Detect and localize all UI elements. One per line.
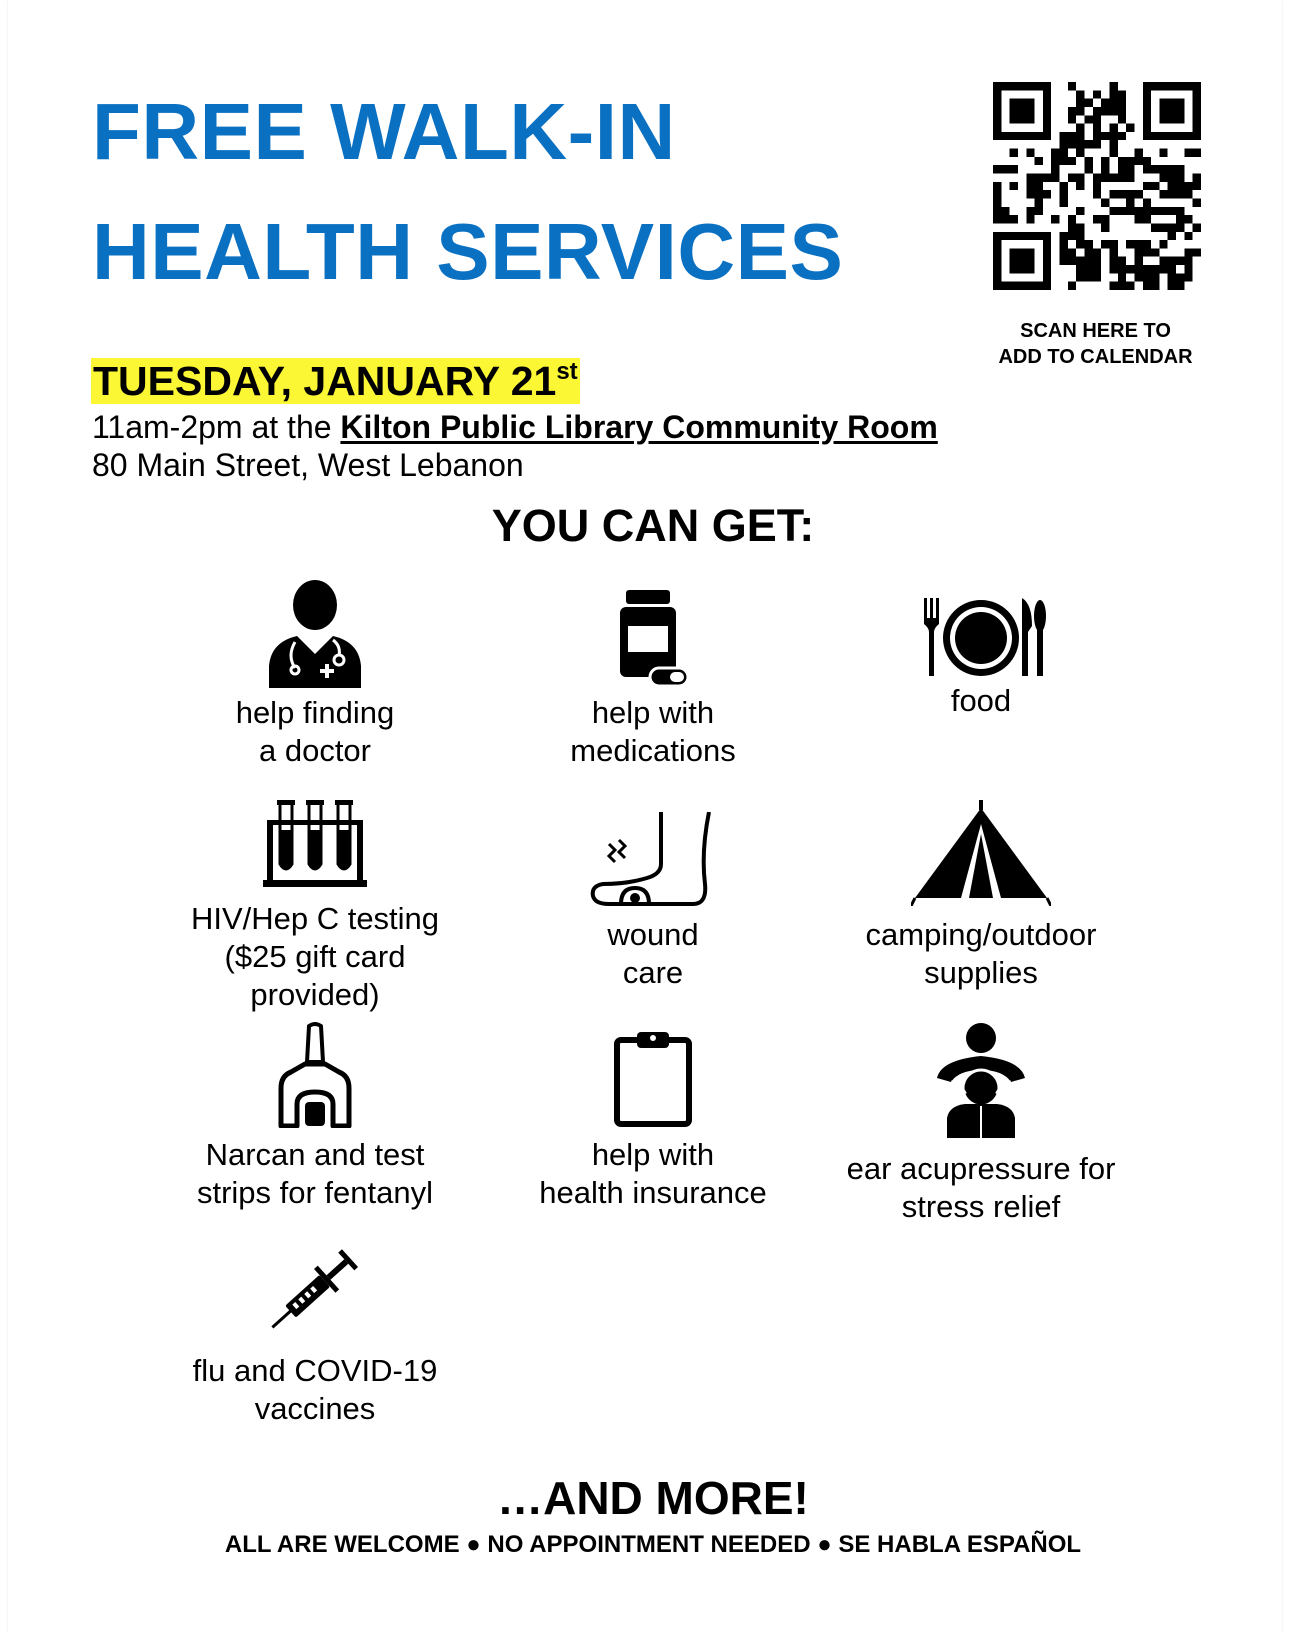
service-wound [488, 812, 818, 992]
service-insurance [488, 1030, 818, 1212]
event-date [91, 358, 580, 404]
service-narcan [150, 1022, 480, 1212]
services-heading: YOU CAN GET: [491, 500, 815, 551]
qr-caption-line-2: ADD TO CALENDAR [998, 346, 1193, 368]
service-narcan-line-2: strips for fentanyl [196, 1175, 434, 1210]
acupressure-icon [931, 1022, 1031, 1140]
service-medications [488, 590, 818, 770]
service-vaccines [150, 1244, 480, 1428]
service-testing-line-2: ($25 gift card [224, 939, 406, 974]
service-food-line-1: food [950, 683, 1012, 718]
service-doctor [150, 580, 480, 770]
event-venue-link[interactable]: Kilton Public Library Community Room [340, 409, 938, 445]
qr-caption-line-1: SCAN HERE TO [1020, 320, 1171, 342]
event-time: 11am-2pm at the [92, 409, 341, 445]
service-food [816, 598, 1146, 720]
service-vaccines-line-1: flu and COVID-19 [192, 1353, 438, 1388]
service-acupressure-line-2: stress relief [901, 1189, 1061, 1224]
and-more-heading: …AND MORE! [497, 1472, 809, 1524]
syringe-icon [265, 1244, 365, 1338]
service-acupressure [816, 1022, 1146, 1226]
qr-caption [968, 318, 1223, 370]
service-camping-line-1: camping/outdoor [865, 917, 1097, 952]
event-time-location [92, 408, 938, 446]
service-medications-line-1: help with [591, 695, 715, 730]
service-acupressure-line-1: ear acupressure for [846, 1151, 1116, 1186]
qr-code-icon[interactable] [993, 82, 1201, 290]
event-date-suffix: st [556, 358, 578, 385]
service-doctor-line-2: a doctor [258, 733, 371, 768]
clipboard-icon [613, 1030, 693, 1128]
service-vaccines-line-2: vaccines [254, 1391, 376, 1426]
foot-wound-icon [589, 812, 717, 908]
service-wound-line-2: care [622, 955, 684, 990]
service-wound-line-1: wound [607, 917, 699, 952]
flyer-title [92, 72, 843, 312]
service-narcan-line-1: Narcan and test [205, 1137, 425, 1172]
service-insurance-line-2: health insurance [539, 1175, 767, 1210]
plate-utensils-icon [916, 598, 1046, 678]
test-tubes-icon [263, 800, 367, 888]
event-address: 80 Main Street, West Lebanon [92, 447, 524, 483]
medication-bottle-icon [616, 590, 690, 690]
tent-icon [911, 800, 1051, 906]
footer-notice: ALL ARE WELCOME ● NO APPOINTMENT NEEDED ● SE HABLA ESPAÑOL [224, 1531, 1082, 1558]
service-camping [816, 800, 1146, 992]
service-medications-line-2: medications [570, 733, 736, 768]
nasal-spray-icon [275, 1022, 355, 1128]
service-camping-line-2: supplies [924, 955, 1038, 990]
doctor-icon [265, 580, 365, 688]
title-line-2: HEALTH SERVICES [92, 207, 844, 296]
service-doctor-line-1: help finding [235, 695, 395, 730]
title-line-1: FREE WALK-IN [92, 87, 676, 176]
service-testing-line-1: HIV/Hep C testing [190, 901, 440, 936]
service-insurance-line-1: help with [591, 1137, 715, 1172]
flyer-page [8, 0, 1282, 1633]
service-testing-line-3: provided) [250, 977, 380, 1012]
event-date-main: TUESDAY, JANUARY 21 [93, 358, 557, 404]
service-testing [150, 800, 480, 1014]
